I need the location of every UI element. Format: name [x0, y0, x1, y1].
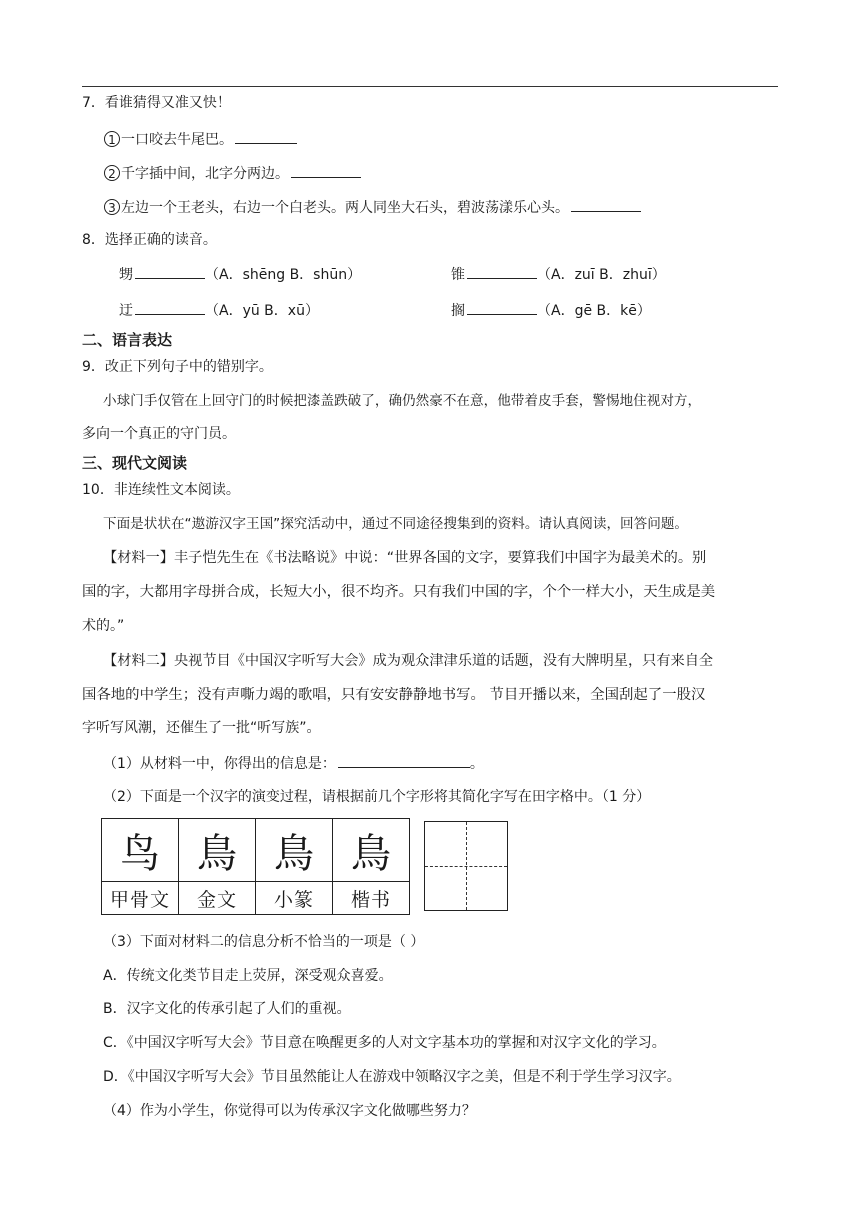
q7-item-1: [104, 129, 297, 150]
oracle-bone-label: 甲骨文: [102, 882, 179, 915]
tian-grid-horizontal-guide: [425, 866, 507, 867]
sub-question-1-end: 。: [469, 756, 484, 772]
q10-intro: 下面是状状在“遨游汉字王国”探究活动中，通过不同途径搜集到的资料。请认真阅读，回答问题。: [103, 516, 689, 532]
q8-item-4-blank[interactable]: [467, 300, 537, 315]
q8-item-3-blank[interactable]: [135, 300, 205, 315]
small-seal-label: 小篆: [256, 882, 333, 915]
option-b: B．汉字文化的传承引起了人们的重视。: [103, 1001, 351, 1017]
q8-item-4-options: （A．gē B．kē）: [537, 303, 651, 319]
q7-item-2-number: 2: [104, 165, 120, 181]
q8-item-4: [451, 300, 651, 321]
sub-question-2: （2）下面是一个汉字的演变过程，请根据前几个字形将其简化字写在田字格中。（1 分）: [103, 789, 651, 805]
q8-item-2-char: 锥: [451, 267, 465, 283]
bronze-label: 金文: [179, 882, 256, 915]
q10-title: 10．非连续性文本阅读。: [82, 482, 240, 498]
q8-item-4-char: 搁: [451, 303, 465, 319]
q7-item-2-text: 千字插中间，北字分两边。: [121, 166, 289, 182]
q8-item-1-char: 甥: [119, 267, 133, 283]
material1-line2: 国的字，大都用字母拼合成，长短大小，很不均齐。只有我们中国的字，个个一样大小，天生成是美: [82, 584, 716, 600]
material1-line3: 术的。”: [82, 618, 125, 634]
tian-grid-answer-box[interactable]: [424, 821, 508, 911]
sub-question-1-text: （1）从材料一中，你得出的信息是：: [103, 756, 336, 772]
regular-script-label: 楷书: [333, 882, 410, 915]
q8-item-2: [451, 264, 666, 285]
bronze-glyph: 鳥: [179, 819, 256, 882]
q8-item-3: [119, 300, 319, 321]
q7-item-2: [104, 163, 361, 184]
q9-title: 9．改正下列句子中的错别字。: [82, 359, 273, 375]
option-c: C．《中国汉字听写大会》节目意在唤醒更多的人对文字基本功的掌握和对汉字文化的学习。: [103, 1035, 666, 1051]
q8-item-1: [119, 264, 361, 285]
sub-question-1-blank[interactable]: [338, 753, 470, 768]
section2-heading: 二、语言表达: [82, 331, 173, 349]
q7-item-3-blank[interactable]: [571, 197, 641, 212]
q8-title: 8．选择正确的读音。: [82, 232, 217, 248]
q9-sentence-line2: 多向一个真正的守门员。: [82, 426, 236, 442]
q8-item-2-options: （A．zuī B．zhuī）: [537, 267, 666, 283]
sub-question-4: （4）作为小学生，你觉得可以为传承汉字文化做哪些努力？: [103, 1103, 476, 1119]
material2-line2: 国各地的中学生；没有声嘶力竭的歌唱，只有安安静静地书写。 节目开播以来，全国刮起了一股汉: [82, 687, 706, 703]
q7-item-3-number: 3: [104, 199, 120, 215]
material1-line1: 【材料一】丰子恺先生在《书法略说》中说：“世界各国的文字，要算我们中国字为最美术的。别: [103, 550, 707, 566]
character-evolution-table: [101, 818, 410, 915]
top-rule: [82, 86, 778, 87]
q7-item-1-blank[interactable]: [235, 129, 297, 144]
material2-line3: 字听写风潮，还催生了一批“听写族”。: [82, 720, 321, 736]
option-a: A．传统文化类节目走上荧屏，深受观众喜爱。: [103, 968, 393, 984]
q8-item-3-char: 迂: [119, 303, 133, 319]
q7-title: 7．看谁猜得又准又快！: [82, 95, 231, 111]
q7-item-3-text: 左边一个王老头，右边一个白老头。两人同坐大石头，碧波荡漾乐心头。: [121, 200, 569, 216]
q7-item-3: [104, 197, 641, 218]
q8-item-1-blank[interactable]: [135, 264, 205, 279]
sub-question-3: （3）下面对材料二的信息分析不恰当的一项是（ ）: [103, 934, 425, 950]
section3-heading: 三、现代文阅读: [82, 454, 188, 472]
material2-line1: 【材料二】央视节目《中国汉字听写大会》成为观众津津乐道的话题，没有大牌明星，只有来自全: [103, 653, 714, 669]
regular-script-glyph: 鳥: [333, 819, 410, 882]
q7-item-1-number: 1: [104, 131, 120, 147]
q7-item-1-text: 一口咬去牛尾巴。: [121, 132, 233, 148]
sub-question-1: [103, 753, 484, 774]
oracle-bone-glyph: 鸟: [102, 819, 179, 882]
q8-item-3-options: （A．yū B．xū）: [205, 303, 319, 319]
q8-item-2-blank[interactable]: [467, 264, 537, 279]
q7-item-2-blank[interactable]: [291, 163, 361, 178]
q8-item-1-options: （A．shēng B．shūn）: [205, 267, 362, 283]
q9-sentence-line1: 小球门手仅管在上回守门的时候把漆盖跌破了，确仍然豪不在意，他带着皮手套，警惕地住视对方，: [103, 393, 702, 409]
option-d: D．《中国汉字听写大会》节目虽然能让人在游戏中领略汉字之美，但是不利于学生学习汉字。: [103, 1069, 681, 1085]
small-seal-glyph: 鳥: [256, 819, 333, 882]
